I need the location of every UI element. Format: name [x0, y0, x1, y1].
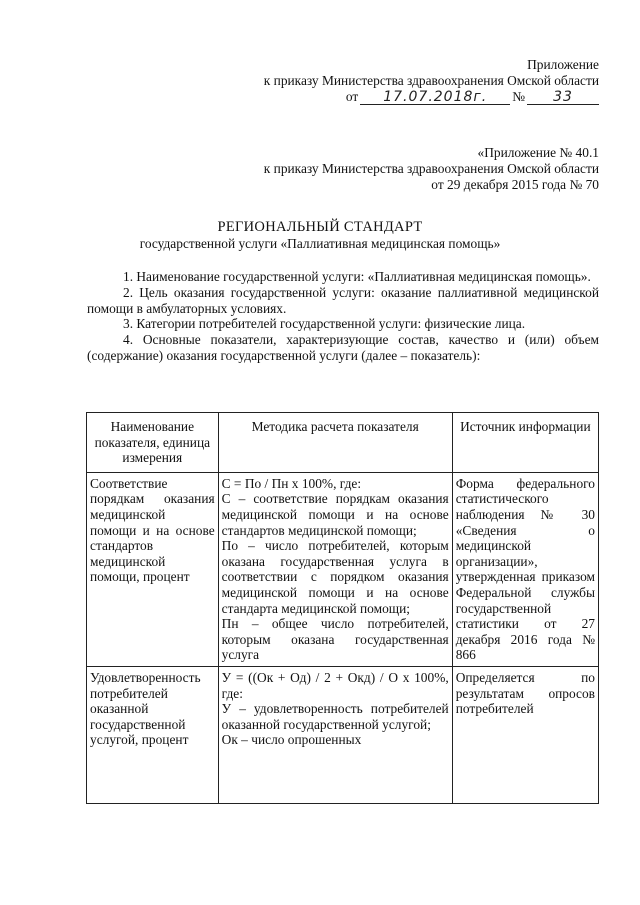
indicator-cell: Соответствие порядкам оказания медицинской помощи и на основе стандартов медицинской помощи, процент [87, 472, 219, 666]
prior-appendix-title: «Приложение № 40.1 [477, 145, 599, 160]
table-row [87, 472, 599, 666]
item-2: 2. Цель оказания государственной услуги: оказание паллиативной медицинской помощи в амбулаторных условиях. [87, 284, 599, 316]
table-header-row [87, 413, 599, 473]
number-prefix: № [512, 88, 525, 104]
title-main: РЕГИОНАЛЬНЫЙ СТАНДАРТ [217, 219, 423, 235]
method-line: По – число потребителей, которым оказана государственная услуга в соответствии с порядком оказания медицинской помощи и на основе стандарта медицинской помощи; [221, 538, 449, 616]
item-4: 4. Основные показатели, характеризующие состав, качество и (или) объем (содержание) оказания государственной услуги (далее – показатель): [87, 332, 599, 363]
standard-items [87, 269, 599, 364]
method-cell [218, 666, 452, 803]
prior-appendix-header [0, 145, 599, 192]
method-cell [218, 472, 452, 666]
method-line: У – удовлетворенность потребителей оказанной государственной услугой; [221, 701, 449, 732]
order-reference: к приказу Министерства здравоохранения Омской области [263, 72, 599, 88]
document-title [0, 220, 640, 252]
date-prefix: от [345, 88, 359, 104]
indicators-table [86, 412, 599, 804]
table-row [87, 666, 599, 803]
item-1: 1. Наименование государственной услуги: «Паллиативная медицинская помощь». [123, 269, 591, 284]
item-3: 3. Категории потребителей государственной услуги: физические лица. [123, 316, 526, 332]
header-indicator: Наименование показателя, единица измерения [87, 413, 219, 473]
method-line: Пн – общее число потребителей, которым оказана государственная услуга [221, 616, 449, 663]
method-formula: С = По / Пн х 100%, где: [221, 475, 362, 491]
method-line: Ок – число опрошенных [221, 732, 362, 748]
source-cell: Форма федерального статистического наблюдения № 30 «Сведения о медицинской организации», утвержденная приказом Федеральной службы государственной статистики от 27 декабря 2016 года № 866 [452, 472, 598, 666]
title-subtitle: государственной услуги «Паллиативная медицинская помощь» [139, 235, 501, 251]
header-method: Методика расчета показателя [218, 413, 452, 473]
handwritten-number: 33 [527, 90, 599, 105]
method-line: С – соответствие порядкам оказания медицинской помощи и на основе стандартов медицинской помощи; [221, 491, 449, 538]
prior-order-date: от 29 декабря 2015 года № 70 [431, 176, 599, 192]
indicator-cell: Удовлетворенность потребителей оказанной государственной услугой, процент [87, 666, 219, 803]
method-text-clip [222, 670, 449, 800]
method-formula: У = ((Ок + Од) / 2 + Окд) / О х 100%, где: [221, 669, 449, 701]
appendix-title: Приложение [527, 57, 599, 72]
prior-order-reference: к приказу Министерства здравоохранения Омской области [263, 160, 599, 176]
order-date-line [0, 89, 599, 105]
source-cell: Определяется по результатам опросов потребителей [452, 666, 598, 803]
approval-header [0, 57, 599, 105]
handwritten-date: 17.07.2018г. [360, 90, 510, 105]
header-source: Источник информации [452, 413, 598, 473]
